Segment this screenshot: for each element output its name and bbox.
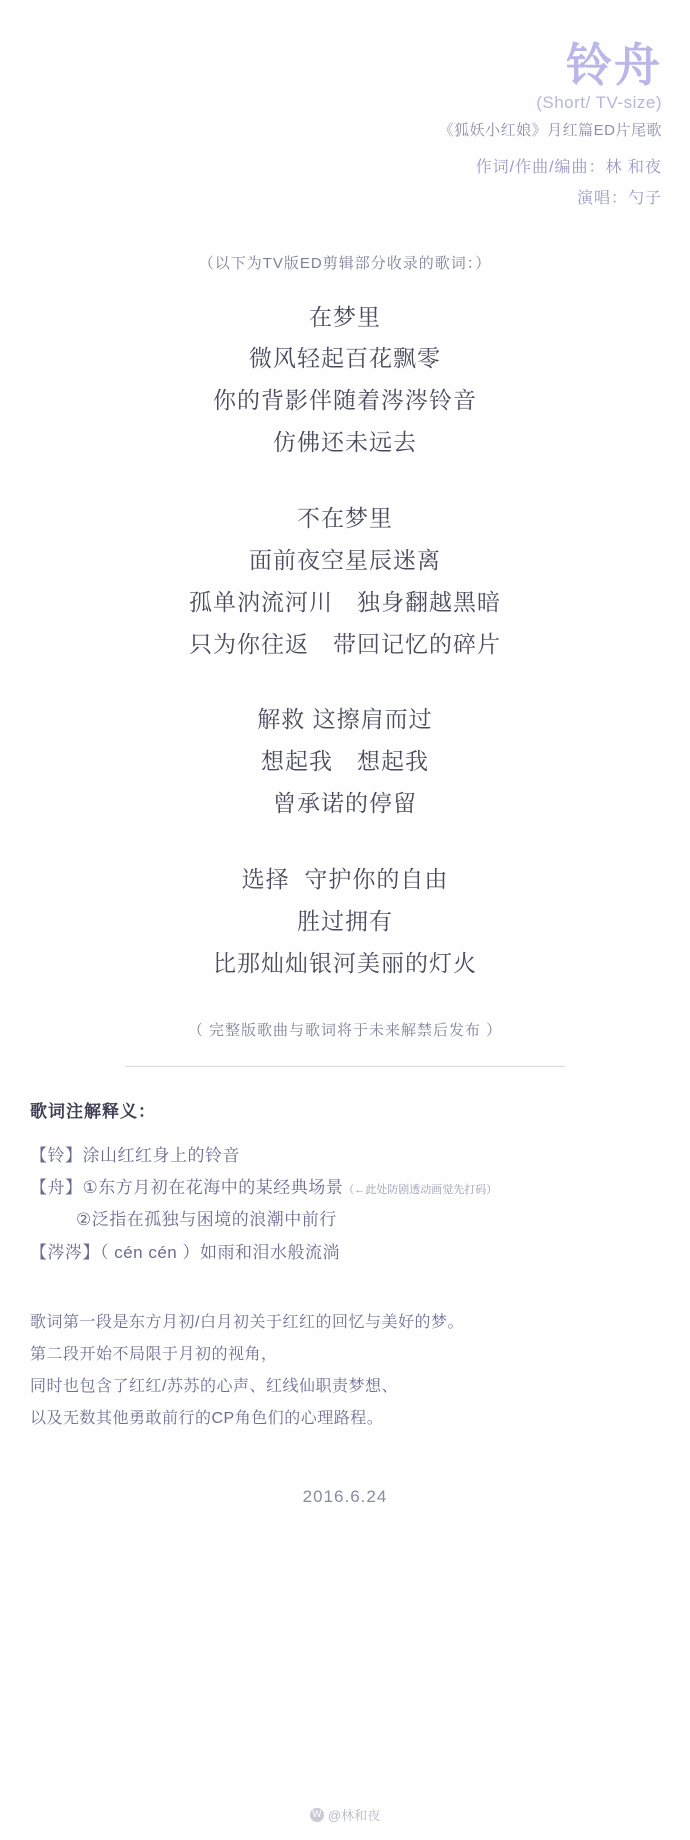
lyrics-line: 面前夜空星辰迷离 bbox=[249, 546, 441, 573]
paragraph-line: 以及无数其他勇敢前行的CP角色们的心理路程。 bbox=[30, 1409, 384, 1427]
note-item-text: 【铃】涂山红红身上的铃音 bbox=[30, 1145, 240, 1165]
notes-section bbox=[0, 1067, 690, 1269]
note-item bbox=[30, 1140, 660, 1172]
date-label: 2016.6.24 bbox=[302, 1486, 388, 1506]
lyrics-line: 只为你往返 带回记忆的碎片 bbox=[189, 630, 501, 657]
lyrics-line: 想起我 想起我 bbox=[261, 748, 429, 775]
paragraph-line: 第二段开始不局限于月初的视角， bbox=[30, 1345, 278, 1363]
source-line: 《狐妖小红娘》月红篇ED片尾歌 bbox=[438, 121, 662, 139]
lyrics-stanza bbox=[0, 297, 690, 464]
lyrics-line: 你的背影伴随着涔涔铃音 bbox=[213, 387, 477, 414]
lyrics-stanza bbox=[0, 859, 690, 985]
lyrics-body bbox=[0, 297, 690, 985]
lyrics-stanza bbox=[0, 498, 690, 665]
page-title: 铃舟 bbox=[566, 39, 662, 91]
header bbox=[0, 0, 690, 208]
note-item bbox=[30, 1172, 660, 1204]
note-item bbox=[30, 1204, 660, 1236]
watermark-text: @林和夜 bbox=[327, 1808, 381, 1823]
lyrics-line: 比那灿灿银河美丽的灯火 bbox=[213, 949, 477, 976]
explanation-paragraph bbox=[0, 1269, 690, 1435]
lyrics-line: 孤单汭流河川 独身翻越黑暗 bbox=[189, 588, 501, 615]
lyrics-line: 微风轻起百花飘零 bbox=[249, 345, 441, 372]
note-item-text: ②泛指在孤独与困境的浪潮中前行 bbox=[76, 1210, 337, 1230]
lyrics-line: 胜过拥有 bbox=[297, 907, 393, 934]
lyrics-line: 仿佛还未远去 bbox=[273, 429, 417, 456]
lyrics-line: 不在梦里 bbox=[297, 505, 393, 532]
notes-title: 歌词注解释义： bbox=[30, 1101, 156, 1121]
paragraph-line: 歌词第一段是东方月初/白月初关于红红的回忆与美好的梦。 bbox=[30, 1313, 464, 1331]
subtitle-row bbox=[0, 93, 662, 113]
watermark bbox=[0, 1805, 690, 1824]
lyrics-stanza bbox=[0, 699, 690, 825]
lyrics-line: 选择 守护你的自由 bbox=[241, 866, 449, 893]
note-item-text: 【舟】①东方月初在花海中的某经典场景 bbox=[30, 1177, 344, 1197]
credit-writing: 作词/作曲/编曲：林 和夜 bbox=[475, 158, 662, 176]
note-item-aside: （←此处防剧透动画觉先打码） bbox=[343, 1183, 498, 1196]
closing-note: （ 完整版歌曲与歌词将于未来解禁后发布 ） bbox=[187, 1021, 503, 1039]
lyrics-line: 曾承诺的停留 bbox=[273, 790, 417, 817]
lyrics-line: 解救 这擦肩而过 bbox=[257, 706, 433, 733]
lyrics-line: 在梦里 bbox=[309, 303, 381, 330]
note-item bbox=[30, 1237, 660, 1269]
note-item-text: 【涔涔】（ cén cén ）如雨和泪水般流淌 bbox=[30, 1242, 340, 1262]
paragraph-line: 同时也包含了红红/苏苏的心声、红线仙职责梦想、 bbox=[30, 1377, 398, 1395]
credit-singer: 演唱：勺子 bbox=[576, 189, 662, 207]
tv-version-note: （以下为TV版ED剪辑部分收录的歌词：） bbox=[198, 254, 492, 272]
weibo-icon: W bbox=[310, 1808, 324, 1822]
short-tv-label: (Short/ TV-size) bbox=[536, 92, 662, 112]
